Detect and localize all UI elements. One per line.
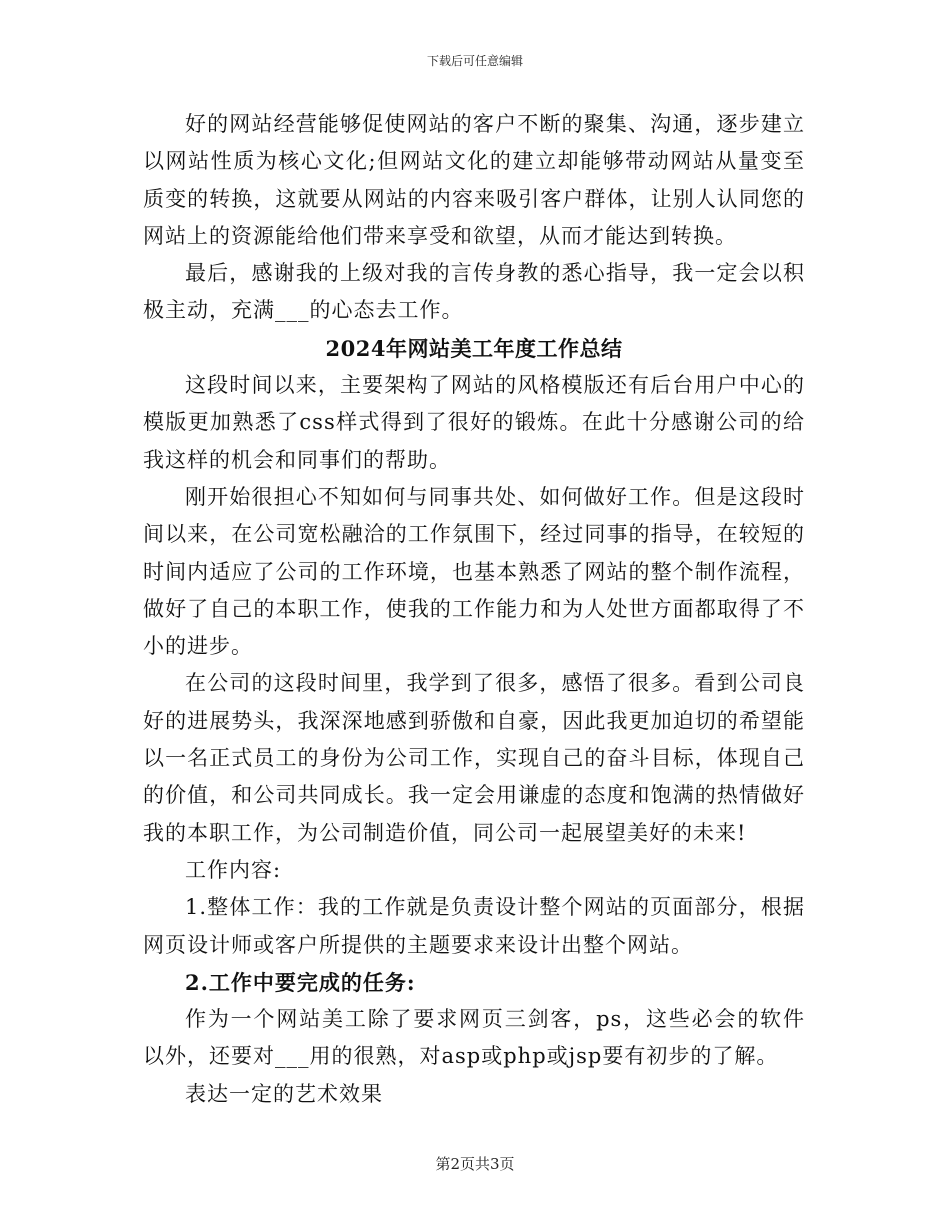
paragraph-skills: 作为一个网站美工除了要求网页三剑客，ps，这些必会的软件以外，还要对___用的很熟，对asp或php或jsp要有初步的了解。	[143, 1007, 805, 1069]
page-number: 第2页共3页	[435, 1155, 515, 1173]
document-body	[143, 106, 805, 1113]
paragraph-art-effect: 表达一定的艺术效果	[185, 1081, 383, 1106]
page-header-note: 下载后可任意编辑	[426, 54, 523, 68]
paragraph-intro: 这段时间以来，主要架构了网站的风格模版还有后台用户中心的模版更加熟悉了css样式得到了很好的锻炼。在此十分感谢公司的给我这样的机会和同事们的帮助。	[143, 373, 805, 472]
paragraph-thanks: 最后，感谢我的上级对我的言传身教的悉心指导，我一定会以积极主动，充满___的心态去工作。	[143, 261, 805, 323]
paragraph-adaptation: 刚开始很担心不知如何与同事共处、如何做好工作。但是这段时间以来，在公司宽松融洽的工作氛围下，经过同事的指导，在较短的时间内适应了公司的工作环境，也基本熟悉了网站的整个制作流程，做好了自己的本职工作，使我的工作能力和为人处世方面都取得了不小的进步。	[143, 484, 805, 659]
document-title: 2024年网站美工年度工作总结	[325, 335, 623, 361]
section-heading-tasks: 2.工作中要完成的任务:	[185, 969, 416, 995]
paragraph-website-culture: 好的网站经营能够促使网站的客户不断的聚集、沟通，逐步建立以网站性质为核心文化;但网站文化的建立却能够带动网站从量变至质变的转换，这就要从网站的内容来吸引客户群体，让别人认同您的网站上的资源能给他们带来享受和欲望，从而才能达到转换。	[143, 112, 805, 248]
paragraph-growth: 在公司的这段时间里，我学到了很多，感悟了很多。看到公司良好的进展势头，我深深地感到骄傲和自豪，因此我更加迫切的希望能以一名正式员工的身份为公司工作，实现自己的奋斗目标，体现自己的价值，和公司共同成长。我一定会用谦虚的态度和饱满的热情做好我的本职工作，为公司制造价值，同公司一起展望美好的未来!	[143, 671, 805, 845]
paragraph-overall-work: 1.整体工作：我的工作就是负责设计整个网站的页面部分，根据网页设计师或客户所提供的主题要求来设计出整个网站。	[143, 895, 805, 957]
paragraph-work-content-label: 工作内容:	[185, 857, 282, 882]
